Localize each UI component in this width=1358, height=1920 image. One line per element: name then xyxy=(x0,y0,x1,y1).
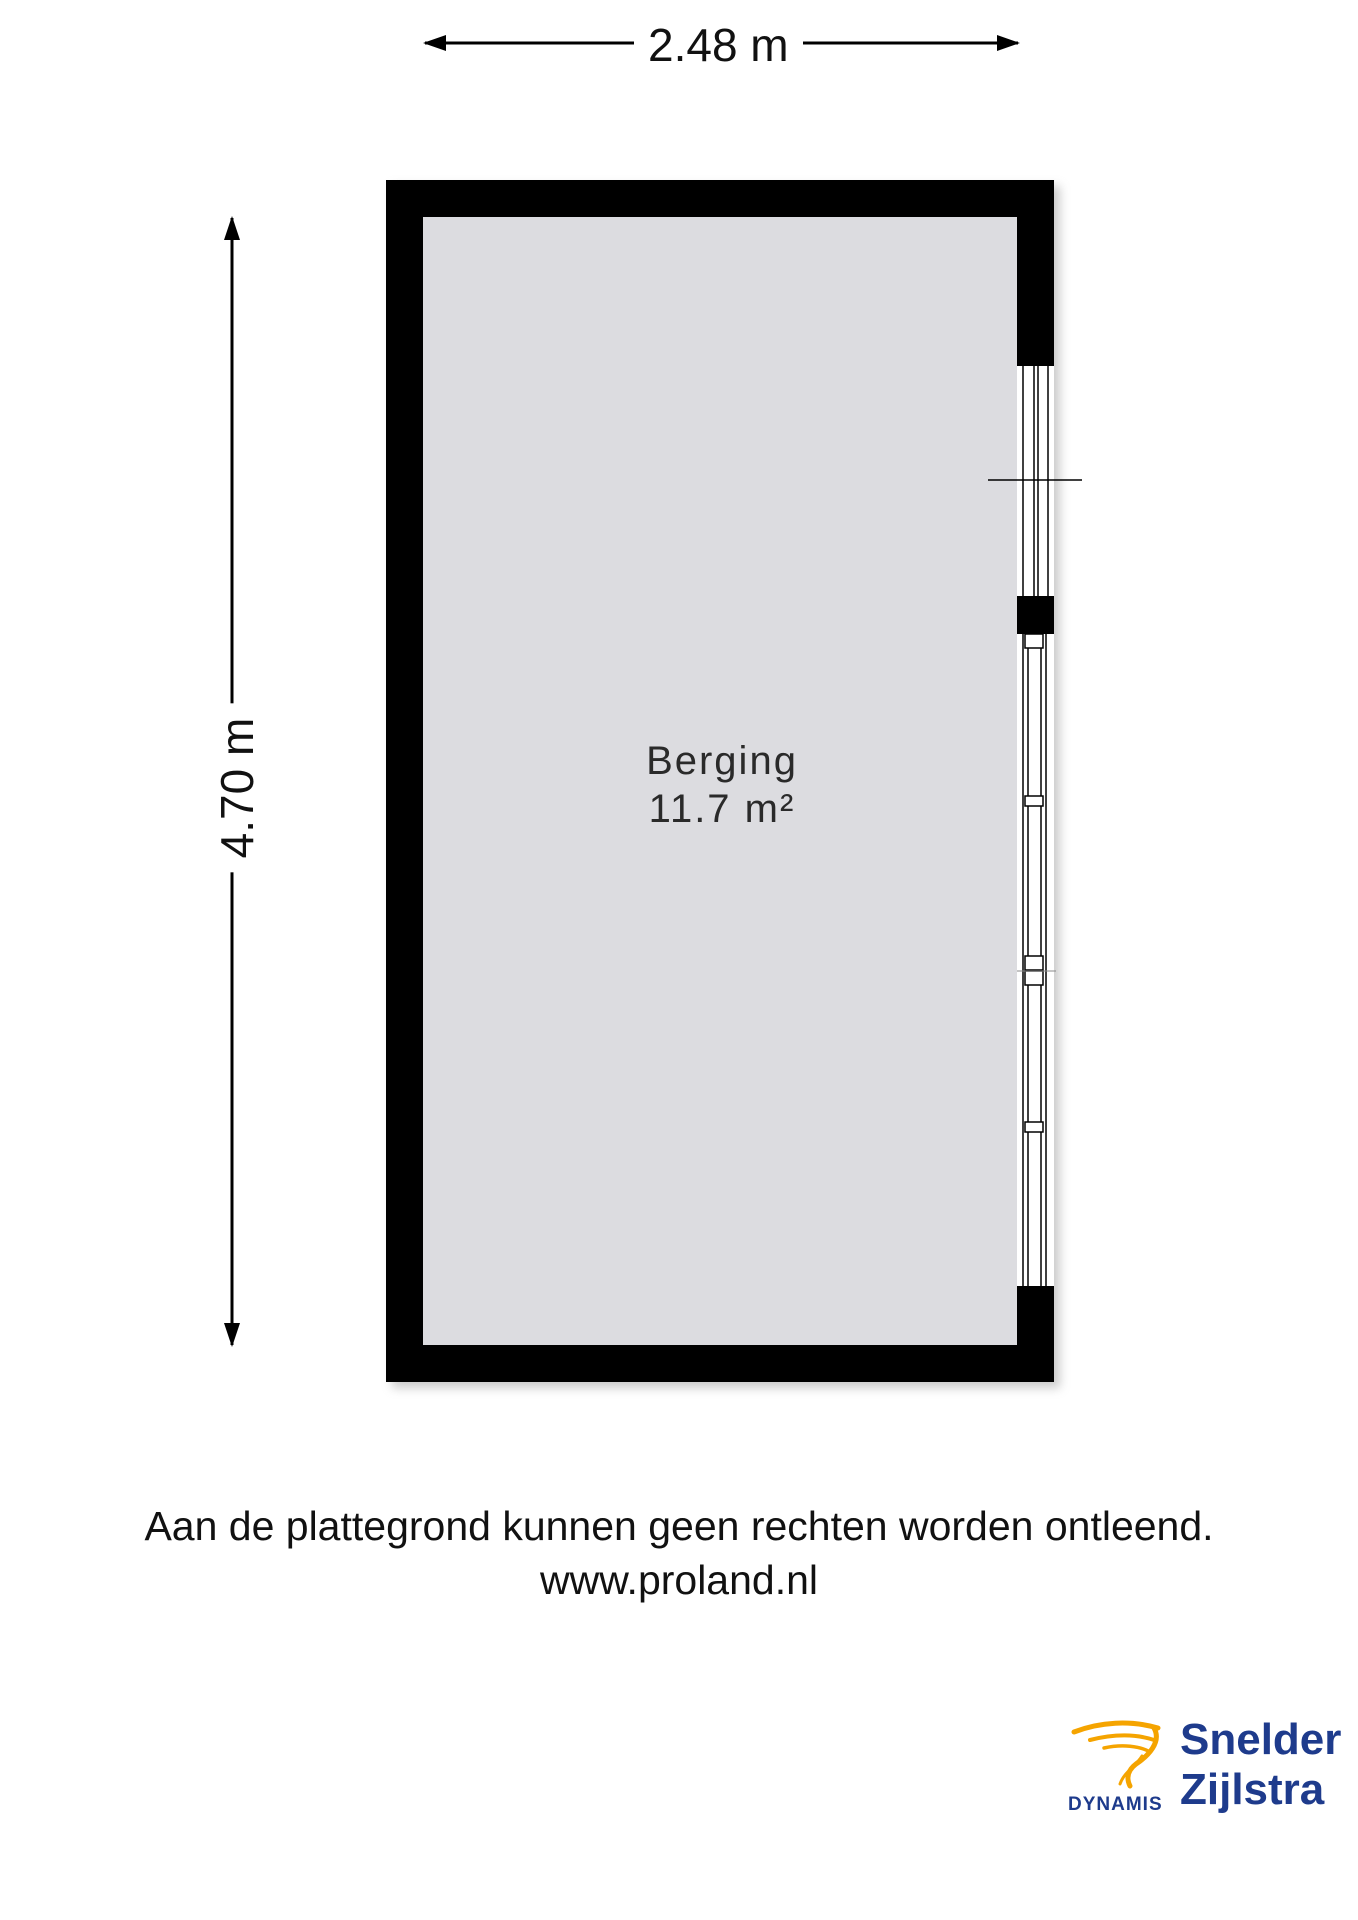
logo-sub-brand: DYNAMIS xyxy=(1068,1794,1163,1815)
width-dimension-label: 2.48 m xyxy=(634,22,803,68)
room-name: Berging xyxy=(646,739,798,783)
logo-brand-line-1: Snelder xyxy=(1180,1715,1342,1764)
disclaimer-text: Aan de plattegrond kunnen geen rechten worden ontleend. xyxy=(144,1503,1214,1549)
logo-brand-line-2: Zijlstra xyxy=(1180,1765,1325,1814)
wall-pier xyxy=(1017,596,1054,634)
room-area: 11.7 m² xyxy=(648,787,796,831)
swirl-logo-icon xyxy=(1070,1712,1166,1792)
website-url[interactable]: www.proland.nl xyxy=(539,1557,819,1603)
height-dimension-label: 4.70 m xyxy=(214,704,260,873)
company-logo xyxy=(1062,1712,1352,1822)
